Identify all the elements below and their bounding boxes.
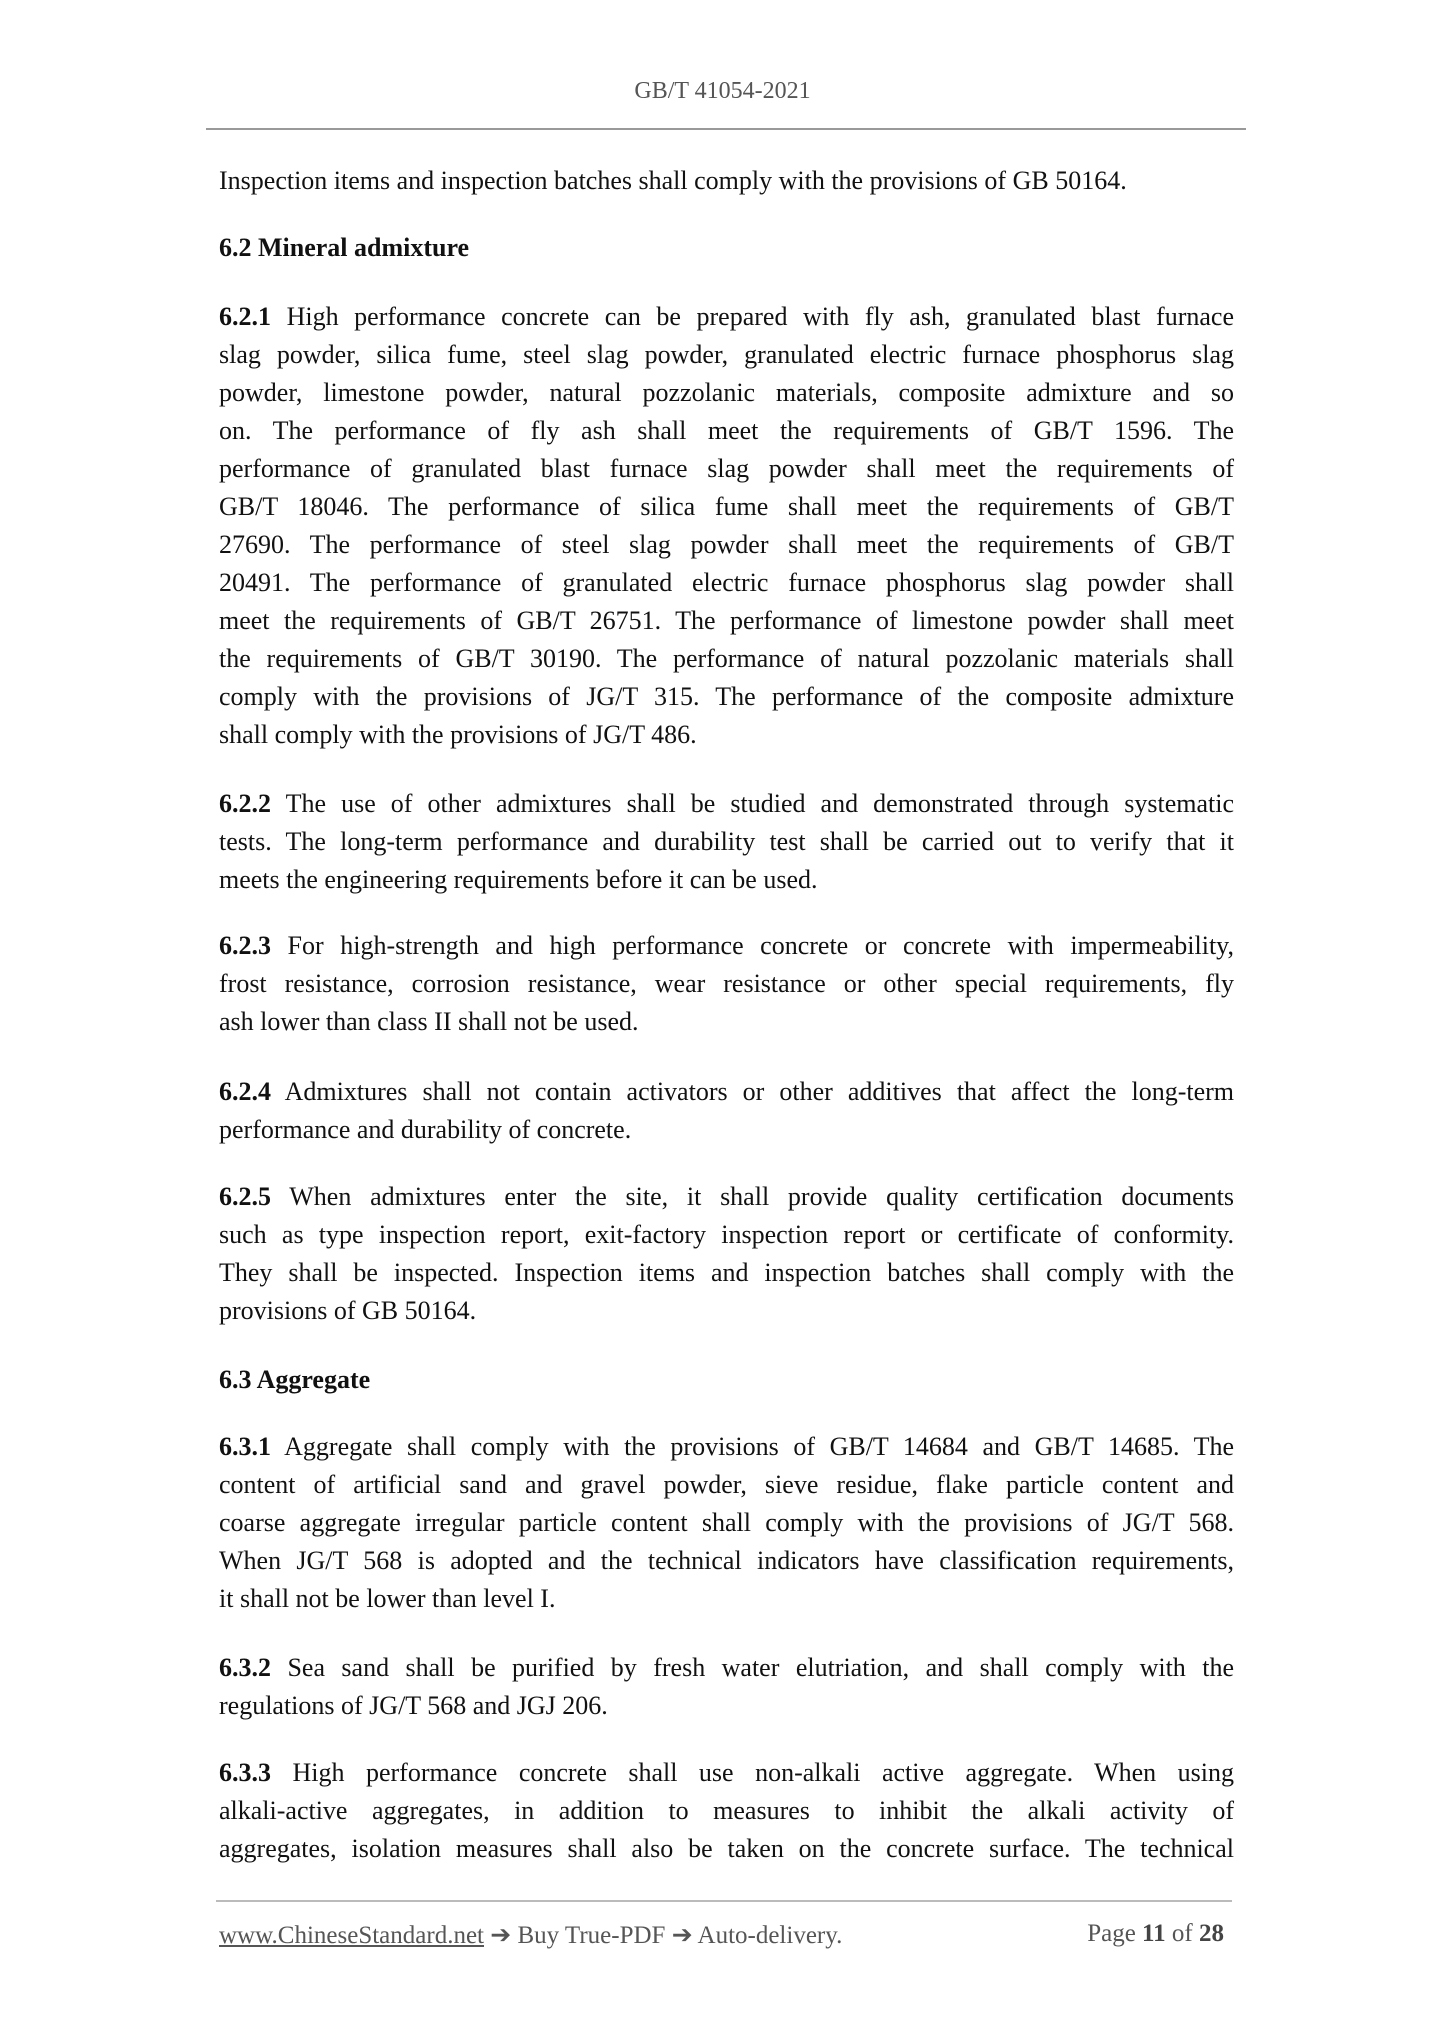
text-line (219, 1649, 1234, 1687)
clause-number: 6.2.2 (219, 789, 271, 818)
clause-number: 6.2.5 (219, 1182, 271, 1211)
clause-number: 6.3.1 (219, 1432, 271, 1461)
paragraph (219, 1073, 1234, 1149)
text-line (219, 1542, 1234, 1580)
text-line (219, 678, 1234, 716)
line-text: GB/T 18046. The performance of silica fume shall meet the requirements of GB/T (219, 492, 1234, 521)
line-text: frost resistance, corrosion resistance, wear resistance or other special requirements, fly (219, 969, 1234, 998)
text-line (219, 1292, 1234, 1330)
line-text: powder, limestone powder, natural pozzolanic materials, composite admixture and so (219, 378, 1234, 407)
text-line (219, 1792, 1234, 1830)
text-line (219, 1466, 1234, 1504)
buy-text: Buy True-PDF (517, 1922, 666, 1949)
text-line (219, 640, 1234, 678)
line-text: meet the requirements of GB/T 26751. The performance of limestone powder shall meet (219, 606, 1234, 635)
text-line (219, 488, 1234, 526)
header-divider (206, 128, 1246, 130)
text-line (219, 716, 1234, 754)
text-line (219, 1216, 1234, 1254)
page-indicator (1087, 1920, 1224, 1950)
line-text: For high-strength and high performance concrete or concrete with impermeability, (271, 931, 1234, 960)
text-line (219, 450, 1234, 488)
text-line (219, 1504, 1234, 1542)
line-text: it shall not be lower than level I. (219, 1584, 556, 1613)
line-text: comply with the provisions of JG/T 315. The performance of the composite admixture (219, 682, 1234, 711)
text-line (219, 1580, 1234, 1618)
paragraph (219, 927, 1234, 1041)
line-text: such as type inspection report, exit-factory inspection report or certificate of conformity. (219, 1220, 1234, 1249)
line-text: tests. The long-term performance and durability test shall be carried out to verify that it (219, 827, 1234, 856)
arrow-icon: ➔ (671, 1922, 693, 1949)
text-line (219, 1254, 1234, 1292)
footer-divider (216, 1900, 1232, 1902)
arrow-icon: ➔ (490, 1922, 512, 1949)
section-heading: 6.3 Aggregate (219, 1365, 371, 1394)
text-line (219, 1687, 1234, 1725)
text-line (219, 1111, 1234, 1149)
line-text: meets the engineering requirements before it can be used. (219, 865, 818, 894)
text-line (219, 1754, 1234, 1792)
paragraph (219, 162, 1234, 200)
text-line (219, 823, 1234, 861)
line-text: shall comply with the provisions of JG/T 486. (219, 720, 697, 749)
text-line (219, 861, 1234, 899)
paragraph (219, 1428, 1234, 1618)
line-text: alkali-active aggregates, in addition to measures to inhibit the alkali activity of (219, 1796, 1234, 1825)
page-number: 11 (1142, 1920, 1166, 1947)
line-text: Sea sand shall be purified by fresh water elutriation, and shall comply with the (271, 1653, 1234, 1682)
text-line (219, 162, 1234, 200)
line-text: regulations of JG/T 568 and JGJ 206. (219, 1691, 608, 1720)
paragraph (219, 785, 1234, 899)
text-line (219, 298, 1234, 336)
paragraph (219, 1754, 1234, 1868)
clause-number: 6.2.4 (219, 1077, 271, 1106)
text-line (219, 1830, 1234, 1868)
line-text: ash lower than class II shall not be used. (219, 1007, 639, 1036)
line-text: High performance concrete can be prepared with fly ash, granulated blast furnace (271, 302, 1234, 331)
line-text: When admixtures enter the site, it shall provide quality certification documents (271, 1182, 1234, 1211)
line-text: High performance concrete shall use non-alkali active aggregate. When using (271, 1758, 1234, 1787)
text-line (219, 785, 1234, 823)
line-text: provisions of GB 50164. (219, 1296, 477, 1325)
document-header-title: GB/T 41054-2021 (634, 78, 811, 104)
line-text: 20491. The performance of granulated electric furnace phosphorus slag powder shall (219, 568, 1234, 597)
line-text: content of artificial sand and gravel powder, sieve residue, flake particle content and (219, 1470, 1234, 1499)
text-line (219, 1073, 1234, 1111)
section-heading: 6.2 Mineral admixture (219, 233, 470, 262)
clause-number: 6.2.3 (219, 931, 271, 960)
line-text: The use of other admixtures shall be studied and demonstrated through systematic (271, 789, 1234, 818)
text-line (219, 564, 1234, 602)
text-line (219, 602, 1234, 640)
line-text: 27690. The performance of steel slag powder shall meet the requirements of GB/T (219, 530, 1234, 559)
line-text: Aggregate shall comply with the provisions of GB/T 14684 and GB/T 14685. The (271, 1432, 1234, 1461)
paragraph (219, 1178, 1234, 1330)
delivery-text: Auto-delivery. (697, 1922, 843, 1949)
line-text: slag powder, silica fume, steel slag powder, granulated electric furnace phosphorus slag (219, 340, 1234, 369)
paragraph (219, 1649, 1234, 1725)
clause-number: 6.2.1 (219, 302, 271, 331)
line-text: They shall be inspected. Inspection items and inspection batches shall comply with the (219, 1258, 1234, 1287)
clause-number: 6.3.3 (219, 1758, 271, 1787)
paragraph (219, 298, 1234, 754)
clause-number: 6.3.2 (219, 1653, 271, 1682)
text-line (219, 1003, 1234, 1041)
website-link[interactable]: www.ChineseStandard.net (219, 1922, 484, 1949)
line-text: aggregates, isolation measures shall also be taken on the concrete surface. The technical (219, 1834, 1234, 1863)
text-line (219, 965, 1234, 1003)
line-text: When JG/T 568 is adopted and the technical indicators have classification requirements, (219, 1546, 1234, 1575)
page-total: 28 (1199, 1920, 1224, 1947)
line-text: coarse aggregate irregular particle content shall comply with the provisions of JG/T 568. (219, 1508, 1234, 1537)
footer (219, 1920, 1224, 1950)
text-line (219, 412, 1234, 450)
text-line (219, 526, 1234, 564)
text-line (219, 927, 1234, 965)
of-label: of (1171, 1920, 1193, 1947)
page-label: Page (1087, 1920, 1136, 1947)
line-text: Inspection items and inspection batches shall comply with the provisions of GB 50164. (219, 166, 1127, 195)
text-line (219, 336, 1234, 374)
text-line (219, 374, 1234, 412)
line-text: on. The performance of fly ash shall meet the requirements of GB/T 1596. The (219, 416, 1234, 445)
footer-promo (219, 1920, 842, 1950)
line-text: performance of granulated blast furnace slag powder shall meet the requirements of (219, 454, 1234, 483)
line-text: Admixtures shall not contain activators or other additives that affect the long-term (271, 1077, 1234, 1106)
line-text: performance and durability of concrete. (219, 1115, 632, 1144)
text-line (219, 1178, 1234, 1216)
text-line (219, 1428, 1234, 1466)
line-text: the requirements of GB/T 30190. The performance of natural pozzolanic materials shall (219, 644, 1234, 673)
